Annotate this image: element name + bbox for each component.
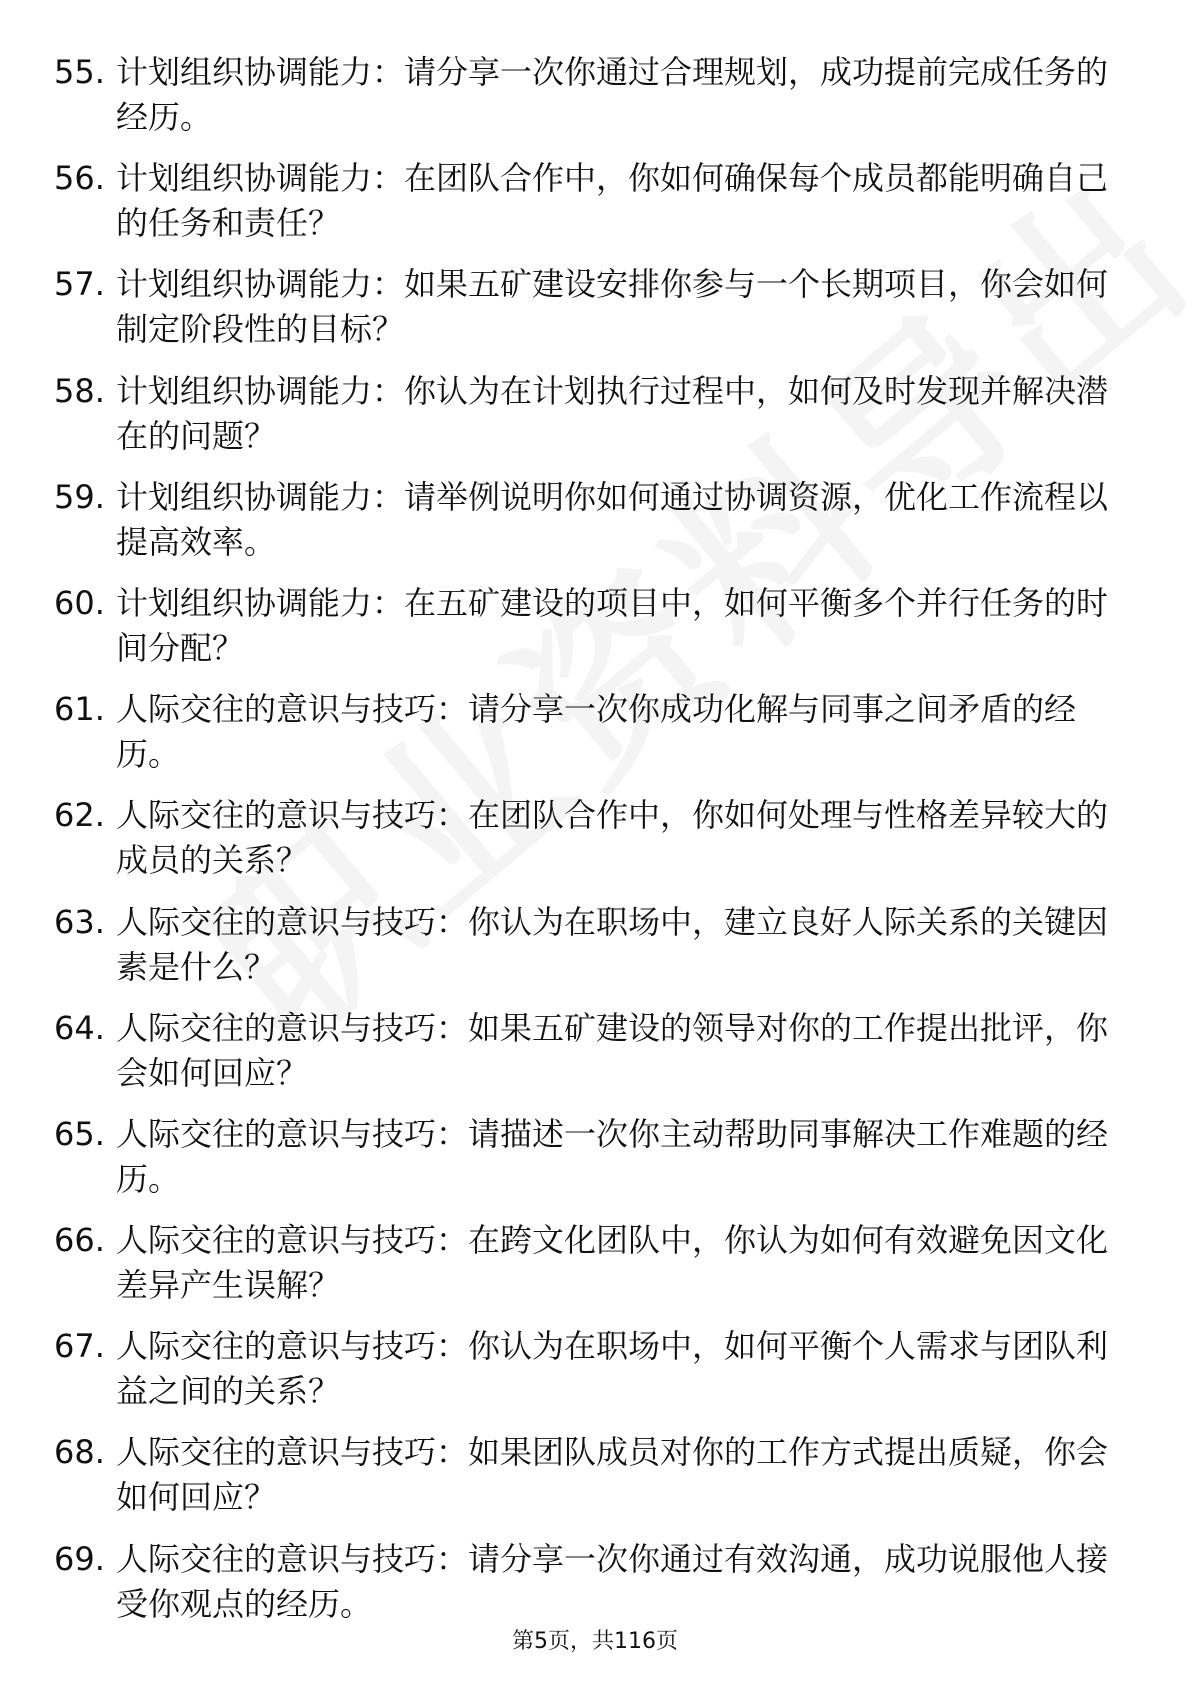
question-number: 56. <box>54 159 105 198</box>
question-text: 人际交往的意识与技巧：你认为在职场中，建立良好人际关系的关键因素是什么？ <box>116 902 1109 986</box>
question-text: 计划组织协调能力：在五矿建设的项目中，如何平衡多个并行任务的时间分配？ <box>116 583 1109 667</box>
question-text: 人际交往的意识与技巧：如果五矿建设的领导对你的工作提出批评，你会如何回应？ <box>116 1008 1109 1092</box>
question-text: 人际交往的意识与技巧：如果团队成员对你的工作方式提出质疑，你会如何回应？ <box>116 1433 1109 1517</box>
question-text: 人际交往的意识与技巧：请描述一次你主动帮助同事解决工作难题的经历。 <box>116 1114 1109 1198</box>
question-text: 计划组织协调能力：你认为在计划执行过程中，如何及时发现并解决潜在的问题？ <box>116 371 1109 455</box>
question-number: 66. <box>54 1221 105 1260</box>
question-number: 55. <box>54 53 105 91</box>
question-number: 57. <box>54 265 105 304</box>
question-item <box>54 369 1114 459</box>
question-item <box>54 687 1114 777</box>
question-number: 63. <box>54 902 105 941</box>
question-item <box>54 1218 1114 1308</box>
question-text: 人际交往的意识与技巧：你认为在职场中，如何平衡个人需求与团队利益之间的关系？ <box>116 1327 1109 1411</box>
question-number: 69. <box>54 1539 105 1578</box>
question-text: 人际交往的意识与技巧：在团队合作中，你如何处理与性格差异较大的成员的关系？ <box>116 796 1109 880</box>
question-number: 62. <box>54 796 105 835</box>
question-item <box>54 262 1114 352</box>
question-number: 65. <box>54 1114 105 1153</box>
question-number: 67. <box>54 1327 105 1366</box>
question-item <box>54 1006 1114 1096</box>
question-number: 59. <box>54 477 105 516</box>
question-text: 计划组织协调能力：在团队合作中，你如何确保每个成员都能明确自己的任务和责任？ <box>116 159 1109 243</box>
question-text: 人际交往的意识与技巧：请分享一次你成功化解与同事之间矛盾的经历。 <box>116 690 1077 774</box>
question-item <box>54 156 1114 246</box>
question-text: 计划组织协调能力：请分享一次你通过合理规划，成功提前完成任务的经历。 <box>116 53 1109 136</box>
question-text: 计划组织协调能力：如果五矿建设安排你参与一个长期项目，你会如何制定阶段性的目标？ <box>116 265 1109 349</box>
question-number: 64. <box>54 1008 105 1047</box>
question-item <box>54 475 1114 565</box>
question-number: 68. <box>54 1433 105 1472</box>
question-number: 60. <box>54 583 105 622</box>
question-text: 人际交往的意识与技巧：在跨文化团队中，你认为如何有效避免因文化差异产生误解？ <box>116 1221 1109 1305</box>
page-footer: 第5页，共116页 <box>512 1629 678 1654</box>
question-list <box>54 50 1114 1643</box>
question-item <box>54 1537 1114 1627</box>
question-item <box>54 1430 1114 1520</box>
question-text: 人际交往的意识与技巧：请分享一次你通过有效沟通，成功说服他人接受你观点的经历。 <box>116 1539 1109 1623</box>
question-item <box>54 50 1114 140</box>
question-item <box>54 793 1114 883</box>
question-item <box>54 900 1114 990</box>
question-number: 61. <box>54 690 105 729</box>
question-number: 58. <box>54 371 105 410</box>
question-item <box>54 1324 1114 1414</box>
question-item <box>54 1112 1114 1202</box>
question-text: 计划组织协调能力：请举例说明你如何通过协调资源，优化工作流程以提高效率。 <box>116 477 1109 561</box>
question-item <box>54 581 1114 671</box>
